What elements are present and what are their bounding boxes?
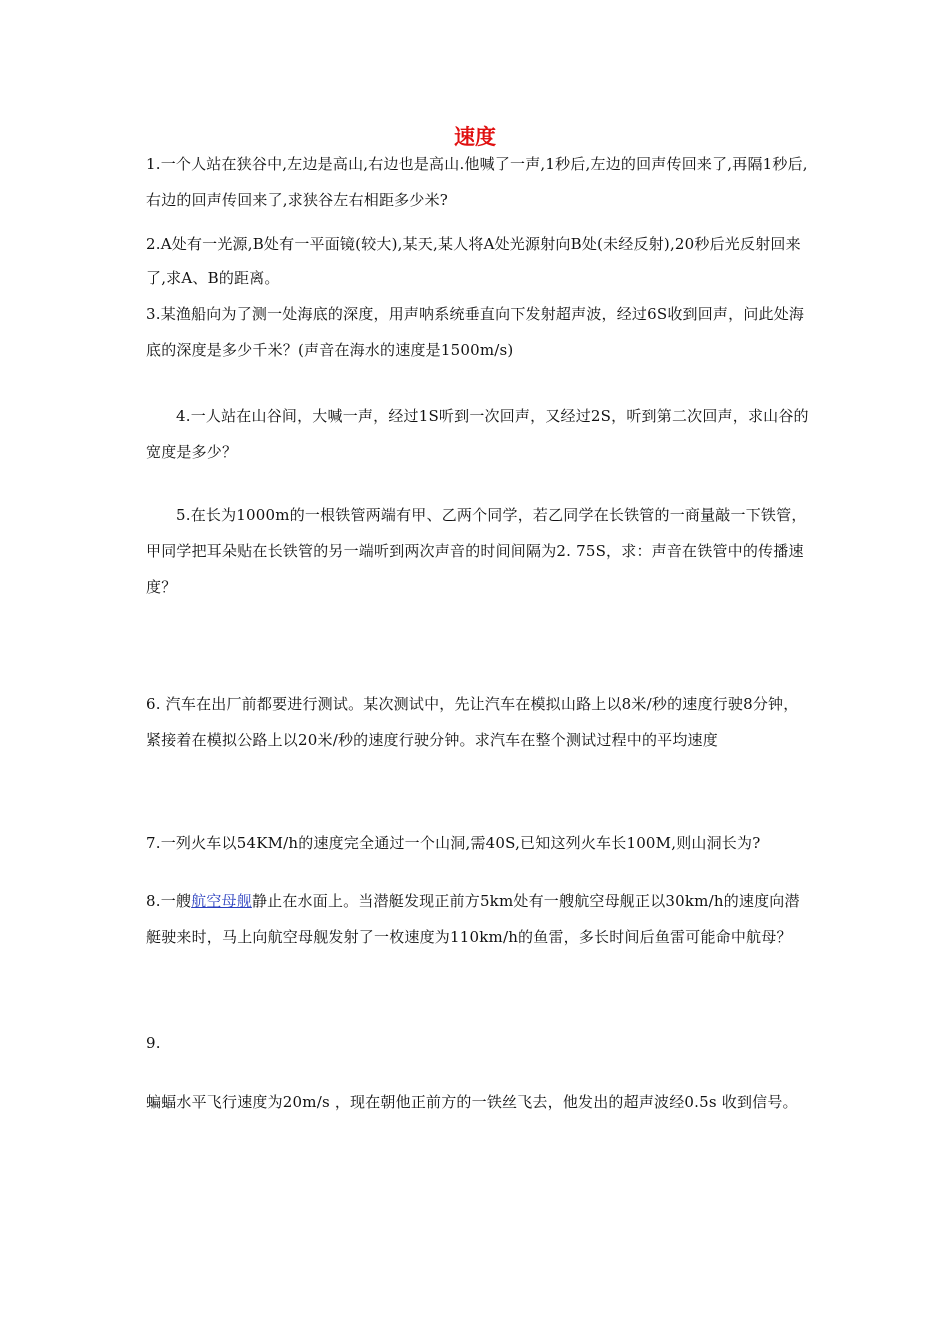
question-1: 1.一个人站在狭谷中,左边是高山,右边也是高山.他喊了一声,1秒后,左边的回声传回来了,再隔1秒后,右边的回声传回来了,求狭谷左右相距多少米? [146, 155, 808, 209]
aircraft-carrier-link[interactable]: 航空母舰 [191, 892, 252, 910]
question-5: 5.在长为1000m的一根铁管两端有甲、乙两个同学，若乙同学在长铁管的一商量敲一下铁管，甲同学把耳朵贴在长铁管的另一端听到两次声音的时间间隔为2. 75S，求：声音在铁管中的传播速度？ [146, 506, 807, 596]
question-3: 3.某渔船向为了测一处海底的深度，用声呐系统垂直向下发射超声波，经过6S收到回声，问此处海底的深度是多少千米？(声音在海水的速度是1500m/s) [146, 305, 805, 359]
question-9-number: 9. [146, 1034, 161, 1052]
question-4: 4.一人站在山谷间，大喊一声，经过1S听到一次回声，又经过2S，听到第二次回声，求山谷的宽度是多少？ [146, 407, 809, 461]
question-8-prefix: 8.一艘 [146, 892, 192, 910]
question-2: 2.A处有一光源,B处有一平面镜(较大),某天,某人将A处光源射向B处(未经反射),20秒后光反射回来了,求A、B的距离。 [146, 235, 801, 287]
page-title: 速度 [454, 125, 496, 149]
question-8 [146, 883, 810, 955]
question-9: 蝙蝠水平飞行速度为20m/s ，现在朝他正前方的一铁丝飞去，他发出的超声波经0.5s 收到信号。 [146, 1093, 798, 1111]
question-7: 7.一列火车以54KM/h的速度完全通过一个山洞,需40S,已知这列火车长100M,则山洞长为? [146, 834, 761, 852]
question-6: 6. 汽车在出厂前都要进行测试。某次测试中，先让汽车在模拟山路上以8米/秒的速度行驶8分钟，紧接着在模拟公路上以20米/秒的速度行驶分钟。求汽车在整个测试过程中的平均速度 [146, 695, 799, 749]
question-8-rest: 静止在水面上。当潜艇发现正前方5km处有一艘航空母舰正以30km/h的速度向潜艇驶来时，马上向航空母舰发射了一枚速度为110km/h的鱼雷，多长时间后鱼雷可能命中航母？ [146, 892, 800, 946]
